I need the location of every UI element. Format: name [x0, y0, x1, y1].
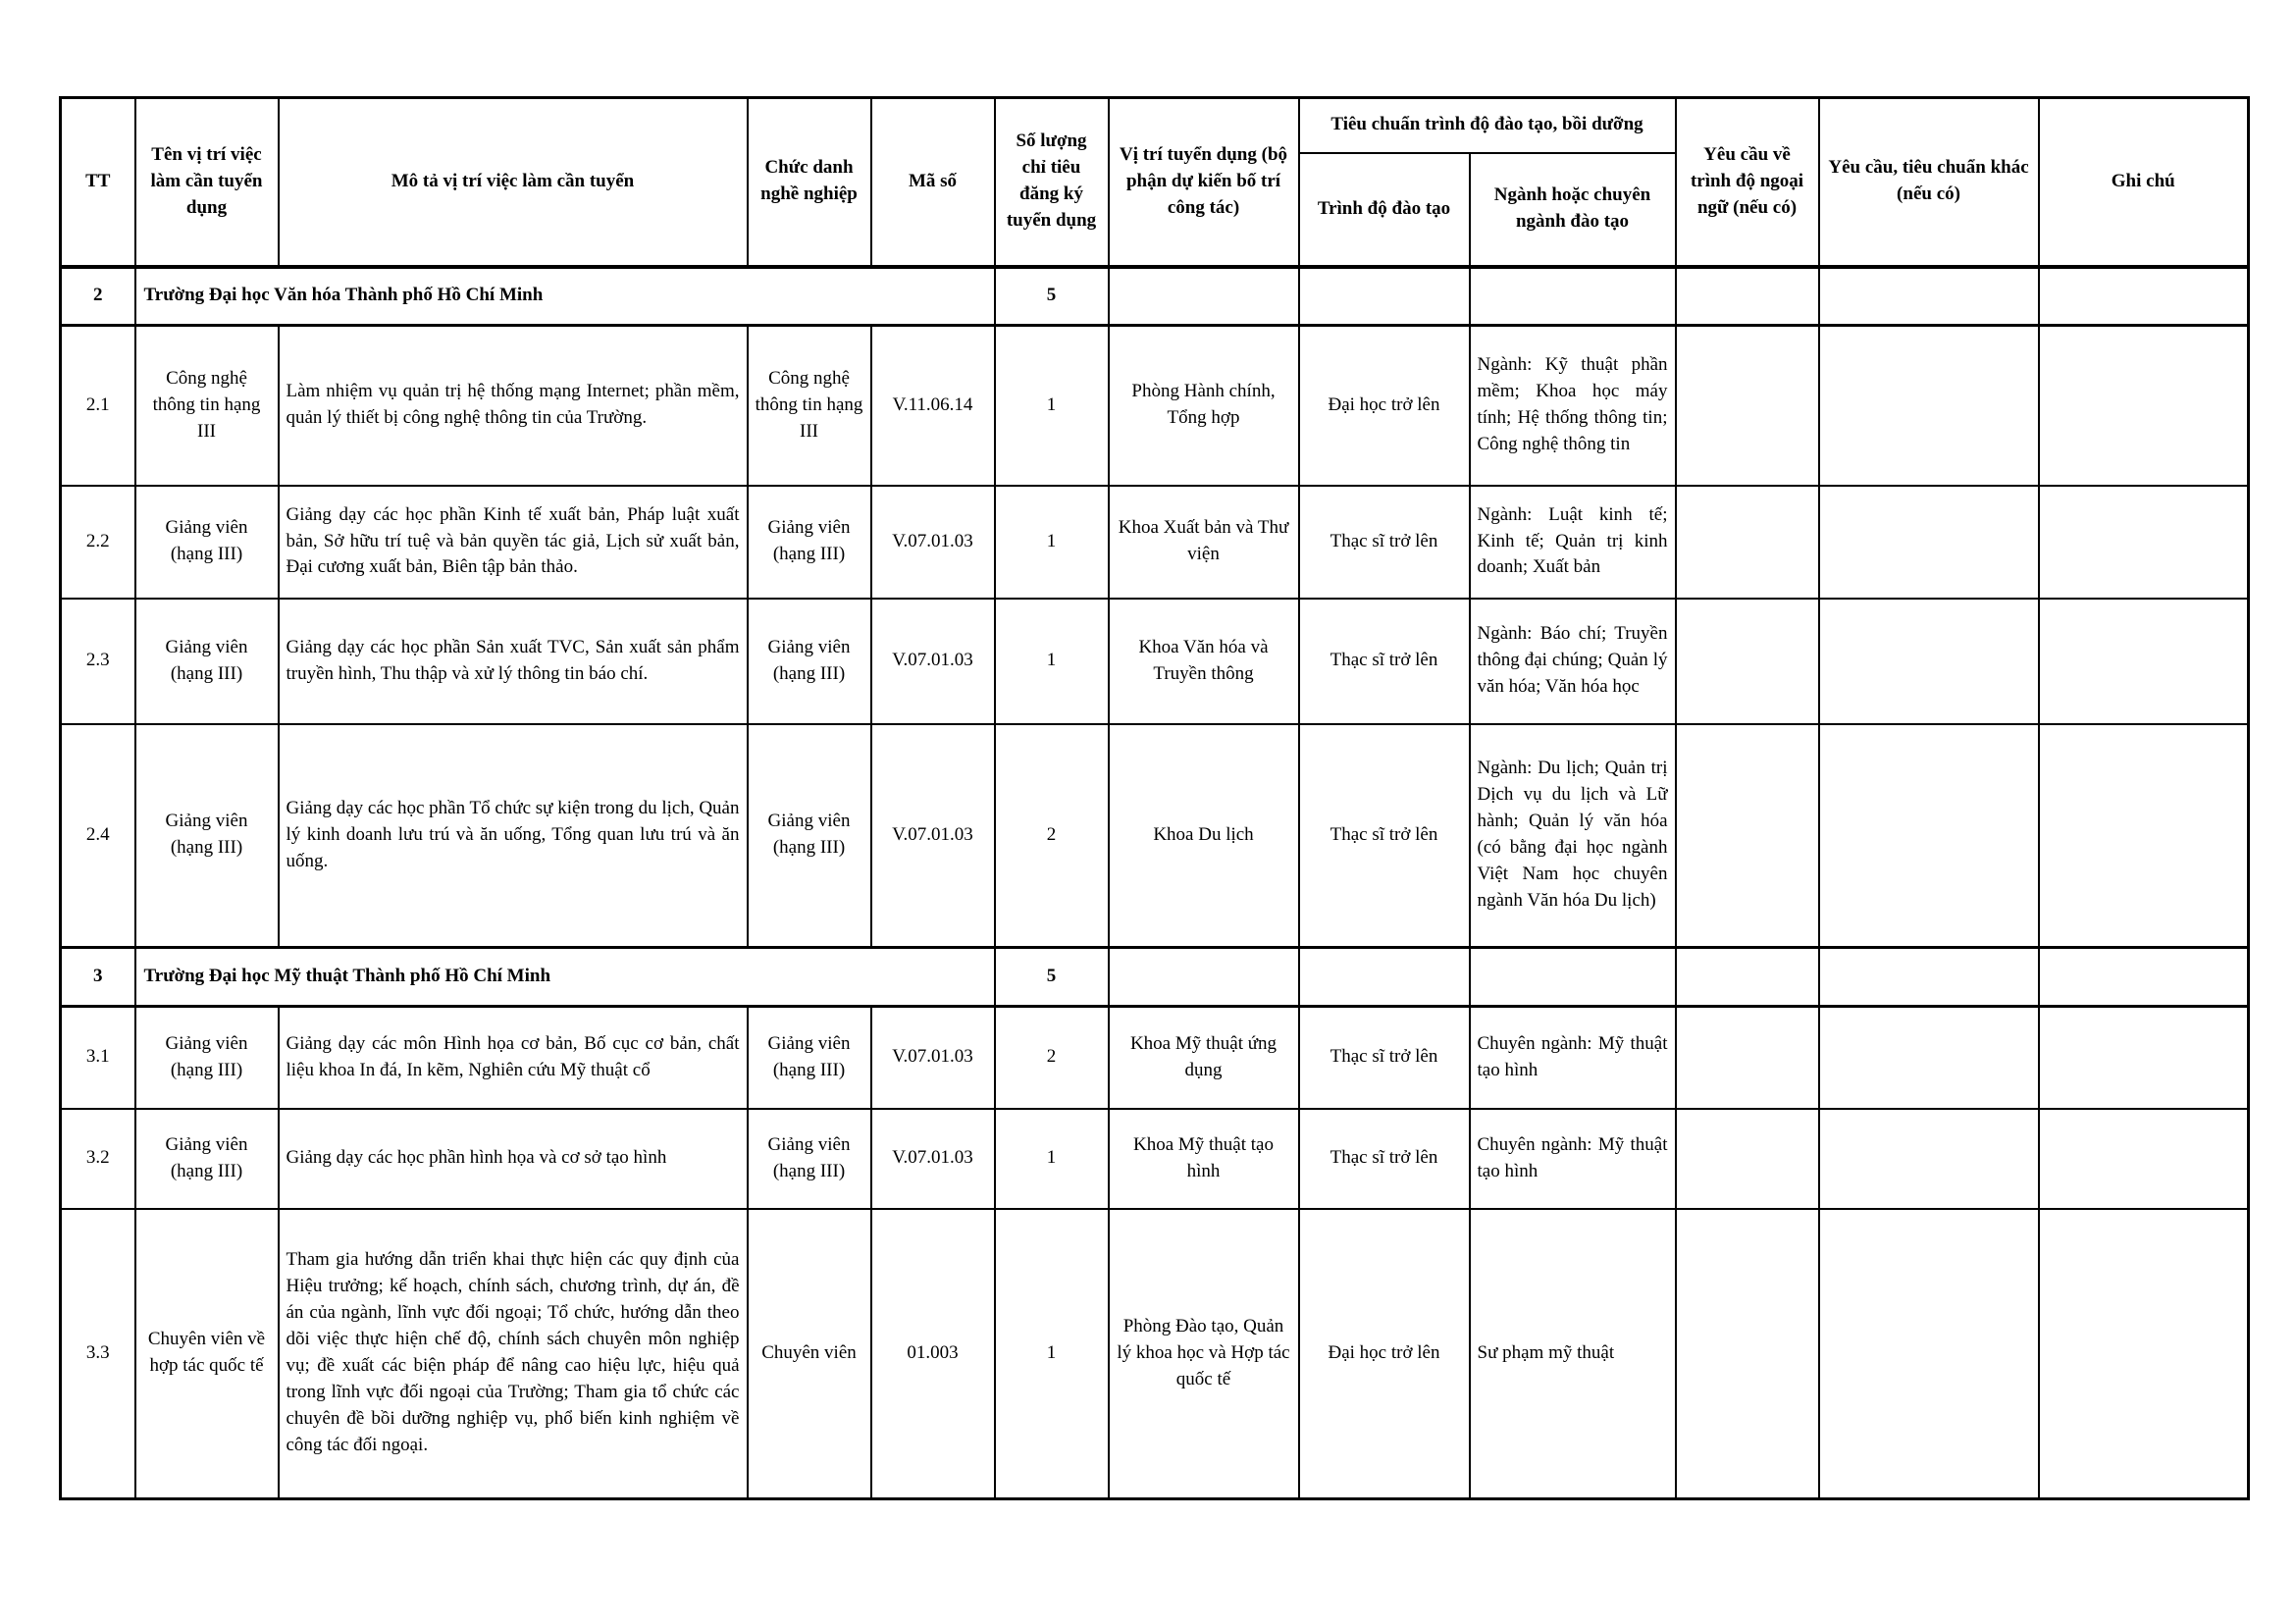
- col-header-quota: Số lượng chỉ tiêu đăng ký tuyển dụng: [995, 98, 1109, 267]
- cell-trinh-do: Thạc sĩ trở lên: [1299, 1109, 1470, 1209]
- cell-nganh: Chuyên ngành: Mỹ thuật tạo hình: [1470, 1007, 1676, 1109]
- cell-ghi-chu: [2039, 724, 2249, 948]
- cell-vi-tri: Phòng Hành chính, Tổng hợp: [1109, 326, 1299, 486]
- cell-ngoai-ngu: [1676, 326, 1819, 486]
- cell-tt: 2: [61, 267, 135, 326]
- cell-nganh: Chuyên ngành: Mỹ thuật tạo hình: [1470, 1109, 1676, 1209]
- cell-ma-so: 01.003: [871, 1209, 995, 1499]
- group-row-2: [61, 267, 2249, 326]
- cell-vi-tri: [1109, 948, 1299, 1007]
- cell-khac: [1819, 599, 2039, 724]
- cell-ma-so: V.11.06.14: [871, 326, 995, 486]
- item-row-3-2: [61, 1109, 2249, 1209]
- item-row-2-2: [61, 486, 2249, 599]
- cell-ngoai-ngu: [1676, 948, 1819, 1007]
- cell-vi-tri: Khoa Xuất bản và Thư viện: [1109, 486, 1299, 599]
- cell-ngoai-ngu: [1676, 1209, 1819, 1499]
- cell-chuc-danh: Giảng viên (hạng III): [748, 1109, 871, 1209]
- cell-tt: 3: [61, 948, 135, 1007]
- cell-ghi-chu: [2039, 326, 2249, 486]
- cell-ngoai-ngu: [1676, 267, 1819, 326]
- cell-mo-ta: Giảng dạy các môn Hình họa cơ bản, Bố cục cơ bản, chất liệu khoa In đá, In kẽm, Nghiên cứu Mỹ thuật cổ: [279, 1007, 748, 1109]
- cell-tt: 3.1: [61, 1007, 135, 1109]
- cell-nganh: Ngành: Kỹ thuật phần mềm; Khoa học máy tính; Hệ thống thông tin; Công nghệ thông tin: [1470, 326, 1676, 486]
- cell-chuc-danh: Chuyên viên: [748, 1209, 871, 1499]
- cell-so-luong: 1: [995, 1209, 1109, 1499]
- cell-vi-tri: Phòng Đào tạo, Quản lý khoa học và Hợp tác quốc tế: [1109, 1209, 1299, 1499]
- cell-chuc-danh: Giảng viên (hạng III): [748, 724, 871, 948]
- cell-nganh: Ngành: Báo chí; Truyền thông đại chúng; Quản lý văn hóa; Văn hóa học: [1470, 599, 1676, 724]
- cell-trinh-do: Đại học trở lên: [1299, 326, 1470, 486]
- group-row-3: [61, 948, 2249, 1007]
- col-header-education-level: Trình độ đào tạo: [1299, 153, 1470, 267]
- cell-chuc-danh: Giảng viên (hạng III): [748, 486, 871, 599]
- cell-so-luong: 5: [995, 948, 1109, 1007]
- cell-ngoai-ngu: [1676, 486, 1819, 599]
- cell-trinh-do: Thạc sĩ trở lên: [1299, 724, 1470, 948]
- cell-vi-tri: Khoa Mỹ thuật ứng dụng: [1109, 1007, 1299, 1109]
- cell-ten: Giảng viên (hạng III): [135, 1007, 279, 1109]
- cell-ma-so: V.07.01.03: [871, 599, 995, 724]
- cell-trinh-do: Thạc sĩ trở lên: [1299, 599, 1470, 724]
- recruitment-table: [59, 96, 2250, 1500]
- cell-tt: 3.2: [61, 1109, 135, 1209]
- cell-mo-ta: Giảng dạy các học phần Tổ chức sự kiện trong du lịch, Quản lý kinh doanh lưu trú và ăn uống, Tổng quan lưu trú và ăn uống.: [279, 724, 748, 948]
- cell-so-luong: 1: [995, 486, 1109, 599]
- cell-ngoai-ngu: [1676, 1109, 1819, 1209]
- item-row-3-3: [61, 1209, 2249, 1499]
- col-header-code: Mã số: [871, 98, 995, 267]
- cell-khac: [1819, 1209, 2039, 1499]
- cell-trinh-do: Đại học trở lên: [1299, 1209, 1470, 1499]
- cell-khac: [1819, 948, 2039, 1007]
- table-body: [61, 267, 2249, 1499]
- cell-nganh: Ngành: Du lịch; Quản trị Dịch vụ du lịch và Lữ hành; Quản lý văn hóa (có bằng đại học ngành Việt Nam học chuyên ngành Văn hóa Du lịch): [1470, 724, 1676, 948]
- col-header-position-name: Tên vị trí việc làm cần tuyển dụng: [135, 98, 279, 267]
- cell-ten: Giảng viên (hạng III): [135, 599, 279, 724]
- cell-tt: 2.3: [61, 599, 135, 724]
- cell-vi-tri: Khoa Văn hóa và Truyền thông: [1109, 599, 1299, 724]
- cell-mo-ta: Giảng dạy các học phần Kinh tế xuất bản, Pháp luật xuất bản, Sở hữu trí tuệ và bản quyền tác giả, Lịch sử xuất bản, Đại cương xuất bản, Biên tập bản thảo.: [279, 486, 748, 599]
- cell-nganh: [1470, 948, 1676, 1007]
- cell-so-luong: 1: [995, 599, 1109, 724]
- cell-trinh-do: [1299, 267, 1470, 326]
- cell-ghi-chu: [2039, 1209, 2249, 1499]
- cell-vi-tri: Khoa Du lịch: [1109, 724, 1299, 948]
- cell-so-luong: 2: [995, 724, 1109, 948]
- cell-ma-so: V.07.01.03: [871, 486, 995, 599]
- cell-so-luong: 1: [995, 326, 1109, 486]
- cell-ngoai-ngu: [1676, 599, 1819, 724]
- cell-nganh: Sư phạm mỹ thuật: [1470, 1209, 1676, 1499]
- cell-khac: [1819, 486, 2039, 599]
- cell-ghi-chu: [2039, 1007, 2249, 1109]
- cell-ngoai-ngu: [1676, 1007, 1819, 1109]
- cell-tt: 2.2: [61, 486, 135, 599]
- cell-nganh: Ngành: Luật kinh tế; Kinh tế; Quản trị kinh doanh; Xuất bản: [1470, 486, 1676, 599]
- cell-khac: [1819, 326, 2039, 486]
- table-header: [61, 98, 2249, 267]
- cell-khac: [1819, 1109, 2039, 1209]
- cell-ngoai-ngu: [1676, 724, 1819, 948]
- cell-trinh-do: [1299, 948, 1470, 1007]
- cell-nganh: [1470, 267, 1676, 326]
- cell-ghi-chu: [2039, 267, 2249, 326]
- col-header-notes: Ghi chú: [2039, 98, 2249, 267]
- item-row-2-4: [61, 724, 2249, 948]
- cell-tt: 3.3: [61, 1209, 135, 1499]
- cell-chuc-danh: Giảng viên (hạng III): [748, 599, 871, 724]
- item-row-2-3: [61, 599, 2249, 724]
- cell-ghi-chu: [2039, 948, 2249, 1007]
- cell-so-luong: 2: [995, 1007, 1109, 1109]
- cell-chuc-danh: Công nghệ thông tin hạng III: [748, 326, 871, 486]
- cell-chuc-danh: Giảng viên (hạng III): [748, 1007, 871, 1109]
- cell-mo-ta: Giảng dạy các học phần Sản xuất TVC, Sản xuất sản phẩm truyền hình, Thu thập và xử lý thông tin báo chí.: [279, 599, 748, 724]
- cell-ten: Chuyên viên về hợp tác quốc tế: [135, 1209, 279, 1499]
- col-header-foreign-language: Yêu cầu về trình độ ngoại ngữ (nếu có): [1676, 98, 1819, 267]
- col-header-description: Mô tả vị trí việc làm cần tuyển: [279, 98, 748, 267]
- cell-mo-ta: Tham gia hướng dẫn triển khai thực hiện các quy định của Hiệu trưởng; kế hoạch, chính sách, chương trình, dự án, đề án của ngành, lĩnh vực đối ngoại; Tổ chức, hướng dẫn theo dõi việc thực hiện chế độ, chính sách chuyên môn nghiệp vụ; đề xuất các biện pháp để nâng cao hiệu lực, hiệu quả trong lĩnh vực đối ngoại của Trường; Tham gia tổ chức các chuyên đề bồi dưỡng nghiệp vụ, phổ biến kinh nghiệm về công tác đối ngoại.: [279, 1209, 748, 1499]
- cell-trinh-do: Thạc sĩ trở lên: [1299, 486, 1470, 599]
- cell-so-luong: 1: [995, 1109, 1109, 1209]
- cell-ten: Giảng viên (hạng III): [135, 486, 279, 599]
- cell-ma-so: V.07.01.03: [871, 1007, 995, 1109]
- cell-vi-tri: Khoa Mỹ thuật tạo hình: [1109, 1109, 1299, 1209]
- cell-tt: 2.4: [61, 724, 135, 948]
- cell-group-name: Trường Đại học Văn hóa Thành phố Hồ Chí Minh: [135, 267, 995, 326]
- col-header-other-requirements: Yêu cầu, tiêu chuẩn khác (nếu có): [1819, 98, 2039, 267]
- cell-khac: [1819, 724, 2039, 948]
- col-header-training-standard-group: Tiêu chuẩn trình độ đào tạo, bồi dưỡng: [1299, 98, 1676, 153]
- cell-ghi-chu: [2039, 1109, 2249, 1209]
- col-header-tt: TT: [61, 98, 135, 267]
- cell-tt: 2.1: [61, 326, 135, 486]
- cell-ten: Công nghệ thông tin hạng III: [135, 326, 279, 486]
- cell-ten: Giảng viên (hạng III): [135, 724, 279, 948]
- cell-so-luong: 5: [995, 267, 1109, 326]
- col-header-placement: Vị trí tuyển dụng (bộ phận dự kiến bố trí công tác): [1109, 98, 1299, 267]
- cell-mo-ta: Giảng dạy các học phần hình họa và cơ sở tạo hình: [279, 1109, 748, 1209]
- cell-ghi-chu: [2039, 599, 2249, 724]
- cell-khac: [1819, 1007, 2039, 1109]
- item-row-3-1: [61, 1007, 2249, 1109]
- col-header-job-title: Chức danh nghề nghiệp: [748, 98, 871, 267]
- cell-trinh-do: Thạc sĩ trở lên: [1299, 1007, 1470, 1109]
- cell-khac: [1819, 267, 2039, 326]
- cell-ma-so: V.07.01.03: [871, 1109, 995, 1209]
- cell-group-name: Trường Đại học Mỹ thuật Thành phố Hồ Chí Minh: [135, 948, 995, 1007]
- cell-mo-ta: Làm nhiệm vụ quản trị hệ thống mạng Internet; phần mềm, quản lý thiết bị công nghệ thông tin của Trường.: [279, 326, 748, 486]
- item-row-2-1: [61, 326, 2249, 486]
- cell-ghi-chu: [2039, 486, 2249, 599]
- cell-vi-tri: [1109, 267, 1299, 326]
- col-header-major: Ngành hoặc chuyên ngành đào tạo: [1470, 153, 1676, 267]
- cell-ten: Giảng viên (hạng III): [135, 1109, 279, 1209]
- cell-ma-so: V.07.01.03: [871, 724, 995, 948]
